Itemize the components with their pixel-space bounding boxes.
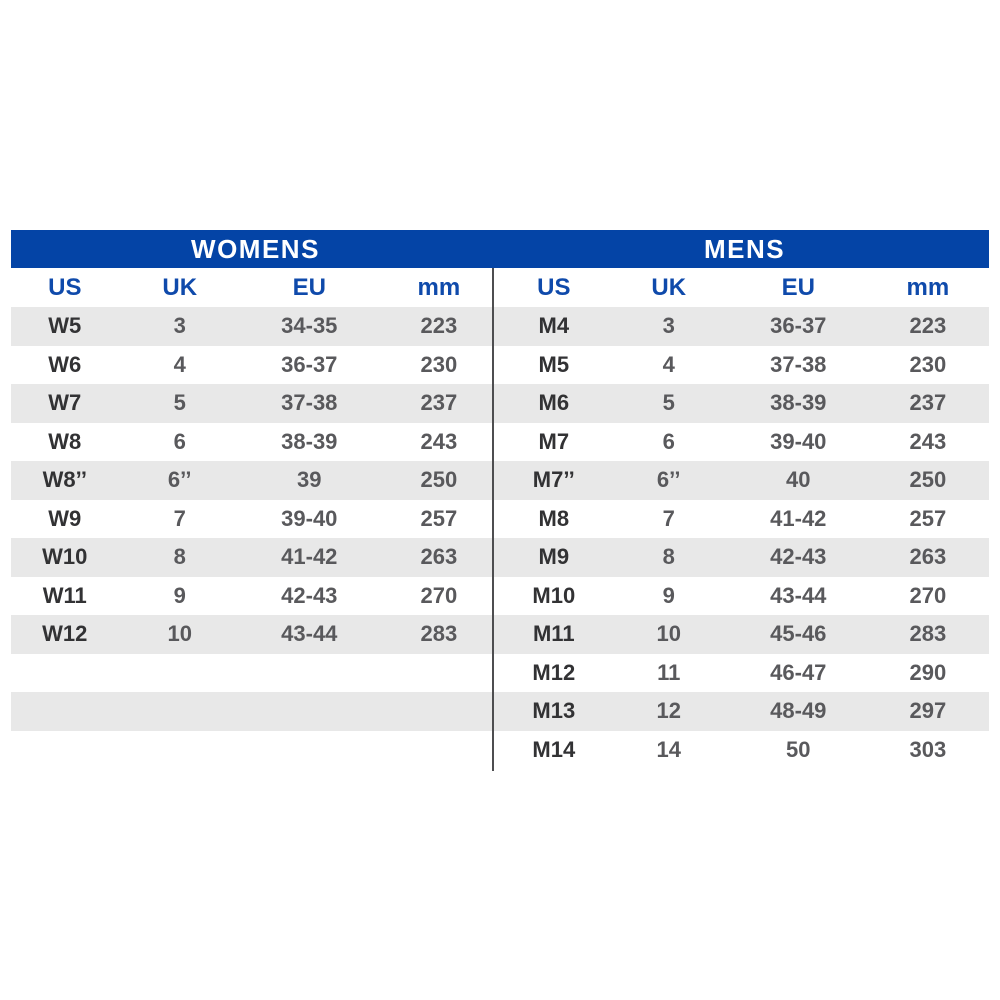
cell-us: M8 [538,505,570,531]
cell-mm: 303 [909,736,947,762]
cell-eu: 41-42 [281,544,338,570]
cell-uk: 10 [656,621,681,647]
cell-uk: 7 [662,505,675,531]
cell-uk: 6’’ [656,467,681,493]
cell-uk: 6’’ [167,467,192,493]
cell-eu: 46-47 [770,659,827,685]
cell-mm: 237 [909,390,947,416]
cell-eu: 43-44 [281,621,338,647]
cell-eu: 36-37 [770,313,827,339]
cell-mm: 237 [420,390,458,416]
cell-uk: 4 [662,351,675,377]
table-row [11,384,989,423]
cell-us: W5 [48,313,82,339]
column-header-eu: EU [781,273,815,301]
womens-row-cells [11,346,500,385]
cell-uk [119,731,241,770]
cell-eu [241,692,378,731]
womens-row-cells [11,500,500,539]
cell-mm: 263 [909,544,947,570]
womens-section-title: WOMENS [191,233,320,264]
cell-mm: 243 [420,428,458,454]
cell-mm: 270 [909,582,947,608]
cell-uk: 8 [173,544,186,570]
cell-mm: 230 [420,351,458,377]
column-header-mm: mm [417,273,461,301]
cell-us [11,654,119,693]
table-row [11,500,989,539]
womens-row-cells [11,307,500,346]
cell-eu: 37-38 [770,351,827,377]
cell-eu: 39-40 [770,428,827,454]
cell-us: W7 [48,390,82,416]
cell-us [11,692,119,731]
cell-eu: 37-38 [281,390,338,416]
column-header-eu: EU [292,273,326,301]
womens-row-cells [11,423,500,462]
cell-eu: 45-46 [770,621,827,647]
table-row [11,423,989,462]
cell-uk: 12 [656,698,681,724]
cell-eu: 41-42 [770,505,827,531]
cell-eu: 36-37 [281,351,338,377]
table-row [11,538,989,577]
cell-mm: 230 [909,351,947,377]
cell-eu: 39-40 [281,505,338,531]
section-title-bar [11,230,989,268]
cell-uk [119,692,241,731]
mens-row-cells [500,461,989,500]
womens-column-headers [11,268,500,307]
womens-row-cells [11,461,500,500]
cell-us: W8’’ [42,467,87,493]
mens-row-cells [500,538,989,577]
cell-uk: 6 [662,428,675,454]
column-header-row [11,268,989,307]
cell-uk: 4 [173,351,186,377]
cell-mm: 263 [420,544,458,570]
cell-eu: 38-39 [281,428,338,454]
cell-uk: 8 [662,544,675,570]
cell-mm [378,692,500,731]
column-header-mm: mm [906,273,950,301]
cell-us: M6 [538,390,570,416]
cell-us: W6 [48,351,82,377]
mens-row-cells [500,307,989,346]
cell-uk [119,654,241,693]
cell-uk: 10 [167,621,192,647]
table-row [11,461,989,500]
column-header-uk: UK [162,273,198,301]
cell-us: M12 [532,659,576,685]
cell-mm: 223 [420,313,458,339]
womens-row-cells [11,654,500,693]
cell-us: M9 [538,544,570,570]
mens-row-cells [500,692,989,731]
cell-eu [241,731,378,770]
cell-mm: 223 [909,313,947,339]
womens-row-cells [11,615,500,654]
section-divider-line [492,268,494,771]
cell-mm: 297 [909,698,947,724]
cell-eu: 48-49 [770,698,827,724]
cell-eu: 38-39 [770,390,827,416]
cell-mm: 250 [420,467,458,493]
cell-us: M11 [532,621,575,647]
mens-row-cells [500,615,989,654]
cell-mm: 290 [909,659,947,685]
cell-us: M5 [538,351,570,377]
column-header-us: US [537,273,571,301]
cell-mm: 270 [420,582,458,608]
cell-eu: 42-43 [770,544,827,570]
cell-eu: 42-43 [281,582,338,608]
cell-uk: 14 [656,736,681,762]
mens-row-cells [500,731,989,770]
womens-row-cells [11,692,500,731]
cell-us: M4 [538,313,570,339]
column-header-uk: UK [651,273,687,301]
cell-mm [378,731,500,770]
cell-mm: 257 [420,505,458,531]
cell-us: M13 [532,698,576,724]
mens-row-cells [500,654,989,693]
cell-us: W10 [42,544,88,570]
womens-row-cells [11,384,500,423]
cell-mm: 250 [909,467,947,493]
mens-row-cells [500,577,989,616]
womens-row-cells [11,731,500,770]
cell-uk: 9 [173,582,186,608]
mens-column-headers [500,268,989,307]
cell-eu: 39 [297,467,322,493]
cell-us: W9 [48,505,82,531]
cell-us: M7 [538,428,570,454]
cell-eu: 40 [786,467,811,493]
cell-us: M14 [532,736,576,762]
cell-uk: 5 [662,390,675,416]
cell-eu [241,654,378,693]
mens-row-cells [500,423,989,462]
size-chart [11,230,989,769]
cell-us: W8 [48,428,82,454]
cell-mm: 243 [909,428,947,454]
cell-uk: 6 [173,428,186,454]
cell-eu: 43-44 [770,582,827,608]
cell-us: W12 [42,621,88,647]
table-row [11,577,989,616]
cell-uk: 5 [173,390,186,416]
cell-uk: 11 [657,659,681,685]
cell-uk: 3 [662,313,675,339]
cell-mm: 257 [909,505,947,531]
mens-row-cells [500,500,989,539]
cell-uk: 3 [173,313,186,339]
cell-eu: 34-35 [281,313,338,339]
table-row [11,654,989,693]
cell-uk: 7 [173,505,186,531]
mens-section-title: MENS [703,233,786,264]
column-header-us: US [48,273,82,301]
cell-mm: 283 [909,621,947,647]
table-row [11,346,989,385]
table-row [11,307,989,346]
cell-mm [378,654,500,693]
table-row [11,692,989,731]
cell-us: W11 [42,582,87,608]
table-row [11,731,989,770]
womens-row-cells [11,577,500,616]
mens-row-cells [500,346,989,385]
cell-us [11,731,119,770]
cell-mm: 283 [420,621,458,647]
mens-row-cells [500,384,989,423]
table-row [11,615,989,654]
cell-us: M10 [532,582,576,608]
cell-eu: 50 [786,736,811,762]
cell-us: M7’’ [532,467,575,493]
womens-row-cells [11,538,500,577]
cell-uk: 9 [662,582,675,608]
